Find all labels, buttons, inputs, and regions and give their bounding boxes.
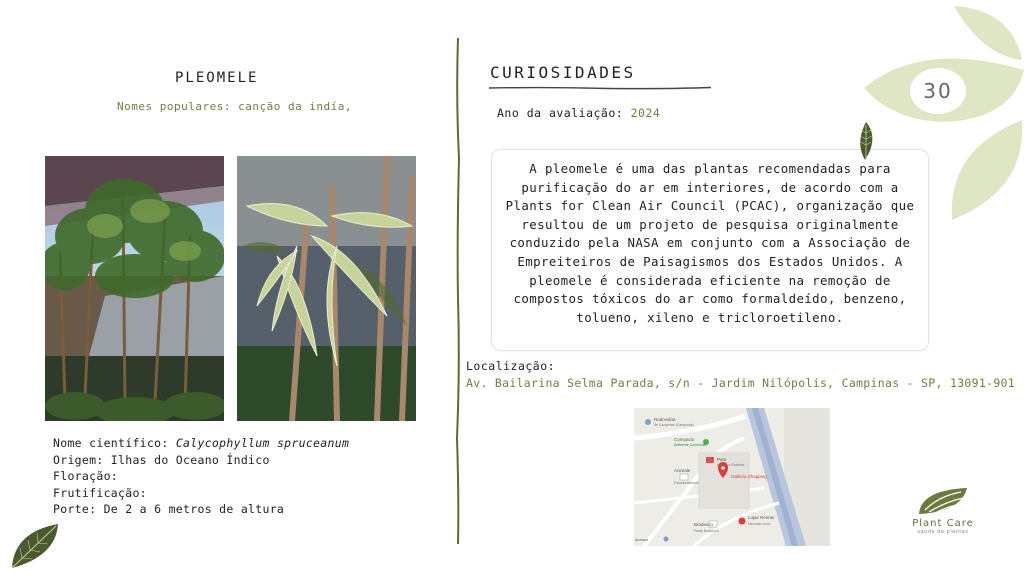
map-label-pam: Pam — [717, 457, 727, 462]
curiosities-heading: CURIOSIDADES — [490, 63, 636, 82]
column-divider — [454, 38, 462, 544]
map-label-galleria: Galleria Shopping — [731, 474, 767, 479]
evaluation-year — [497, 106, 660, 120]
plant-care-logo — [903, 486, 983, 542]
map-label-rodoviaria-sub: de Campinas (Campinas) — [654, 423, 694, 427]
heading-underline — [489, 86, 711, 90]
plant-care-logo-icon — [915, 486, 971, 516]
map-label-lojas: Lojas Renner — [748, 515, 775, 520]
curiosity-text: A pleomele é uma das plantas recomendadas para purificação do ar em interiores, de acordo com a Plants for Clean Air Council (PCAC), organização que resultou de um projeto de pesquisa originalmente conduzido pela NASA em conjunto com a Associação de Empreiteiros de Paisagismos dos Estados Unidos. A pleomele é considerada eficiente na remoção de compostos tóxicos do ar como formaldeído, benzeno, tolueno, xileno e tricloroetileno. — [505, 161, 915, 325]
year-label: Ano da avaliação: — [497, 106, 631, 120]
location-map[interactable] — [634, 408, 830, 546]
scientific-name-label: Nome científico: — [53, 436, 176, 450]
map-label-pam-sub: Igrejas e Roteiros — [717, 463, 745, 467]
year-value: 2024 — [630, 106, 661, 120]
map-label-compacto: Compacto — [674, 437, 695, 442]
map-label-rodoviaria: Rodoviária — [654, 417, 676, 422]
flowering-row: Floração: — [53, 469, 119, 483]
plant-photo-mall — [45, 156, 224, 421]
map-label-bradesco: Bradesco — [694, 522, 714, 527]
origin-row: Origem: Ilhas do Oceano Índico — [53, 452, 270, 467]
map-label-animale-sub: Estacionamento — [674, 481, 700, 485]
map-label-compacto-sub: Ambiente Comercial — [674, 443, 706, 447]
scientific-name-row — [53, 435, 349, 452]
logo-tagline: saúde de plantas — [917, 529, 969, 535]
fruiting-row: Frutificação: — [53, 485, 147, 500]
location-address[interactable]: Av. Bailarina Selma Parada, s/n - Jardim Nilópolis, Campinas - SP, 13091-901 — [466, 376, 1015, 390]
map-label-bradesco-sub: Posto Bradesco — [694, 529, 719, 533]
plant-facts — [53, 435, 349, 518]
page-number: 30 — [910, 68, 966, 114]
map-label-acesso: Acesso — [635, 537, 649, 542]
logo-name: Plant Care — [912, 518, 974, 529]
map-label-animale: Animale — [674, 468, 691, 473]
scientific-name-value: Calycophyllum spruceanum — [175, 436, 350, 450]
plant-photo-closeup — [237, 156, 416, 421]
size-row: Porte: De 2 a 6 metros de altura — [53, 502, 285, 516]
location-label: Localização: — [466, 359, 556, 373]
map-label-lojas-sub: Mercado Livre — [748, 522, 771, 526]
plant-title: PLEOMELE — [175, 70, 259, 86]
popular-names: Nomes populares: canção da indía, — [117, 100, 353, 113]
small-leaf-icon — [855, 121, 877, 161]
bottom-leaf-icon — [8, 522, 60, 570]
